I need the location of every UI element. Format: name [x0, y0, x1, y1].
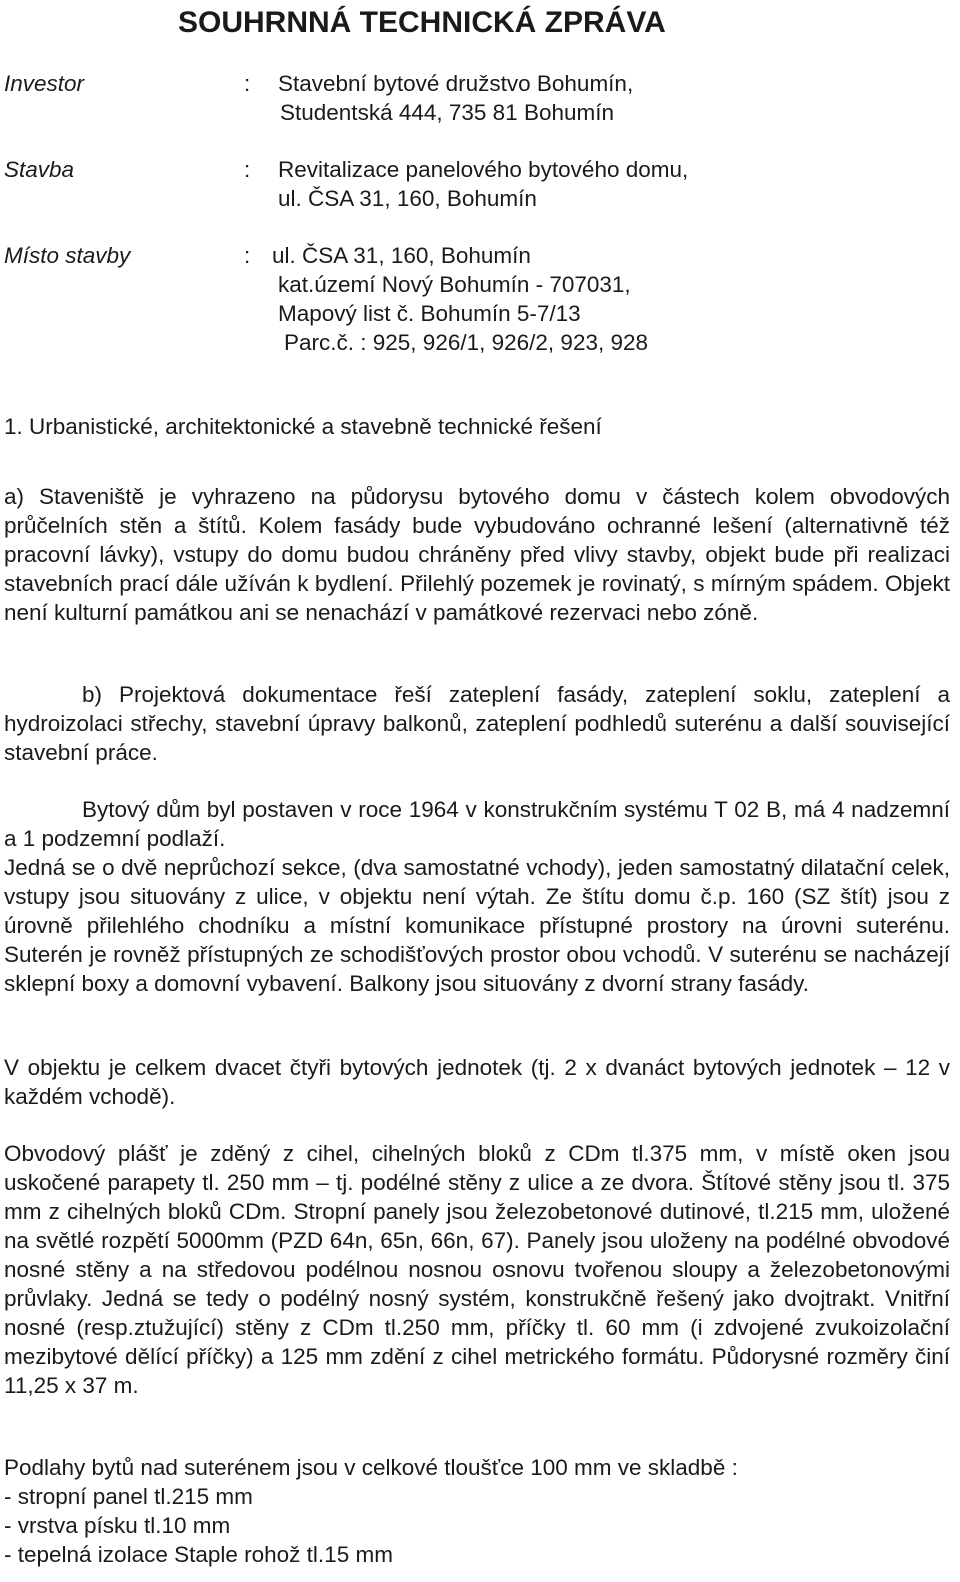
investor-values	[278, 69, 633, 127]
misto-stavby-values	[272, 241, 649, 357]
paragraph-bytovy-dum-2: Jedná se o dvě neprůchozí sekce, (dva samostatné vchody), jeden samostatný dilatační celek, vstupy jsou situovány z ulice, v objektu není výtah. Ze štítu domu č.p. 160 (SZ štít) jsou z úrovně přilehlého chodníku a místní komunikace přístupné prostory na úrovni suterénu. Suterén je rovněž přístupných ze schodišťových prostor obou vchodů. V suterénu se nacházejí sklepní boxy a domovní vybavení. Balkony jsou situovány z dvorní strany fasády.	[4, 855, 950, 996]
stavba-colon: :	[244, 157, 251, 182]
stavba-values	[278, 155, 688, 213]
document-title: SOUHRNNÁ TECHNICKÁ ZPRÁVA	[178, 6, 666, 39]
list-item: - vrstva písku tl.10 mm	[4, 1513, 231, 1538]
investor-colon: :	[244, 71, 251, 96]
list-item: - tepelná izolace Staple rohož tl.15 mm	[4, 1542, 393, 1567]
paragraph-a: a) Staveniště je vyhrazeno na půdorysu bytového domu v částech kolem obvodových průčelních stěn a štítů. Kolem fasády bude vybudováno ochranné lešení (alternativně též pracovní lávky), vstupy do domu budou chráněny před vlivy stavby, objekt bude při realizaci stavebních prací dále užíván k bydlení. Přilehlý pozemek je rovinatý, s mírným spádem. Objekt není kulturní památkou ani se nenachází v památkové rezervaci nebo zóně.	[4, 484, 950, 625]
investor-line-2: Studentská 444, 735 81 Bohumín	[280, 100, 614, 125]
paragraph-obvodovy-plast: Obvodový plášť je zděný z cihel, cihelných bloků z CDm tl.375 mm, v místě oken jsou uskočené parapety tl. 250 mm – tj. podélné stěny z ulice a ze dvora. Štítové stěny jsou tl. 375 mm z cihelných bloků CDm. Stropní panely jsou železobetonové dutinové, tl.215 mm, uložené na světlé rozpětí 5000mm (PZD 64n, 65n, 66n, 67). Panely jsou uloženy na podélné obvodové nosné stěny a na středovou podélnou nosnou osnovu tvořenou sloupy a železobetonovými průvlaky. Jedná se tedy o podélný nosný systém, konstrukčně řešený jako dvojtrakt. Vnitřní nosné (resp.ztužující) stěny z CDm tl.250 mm, příčky tl. 60 mm (i zdvojené zvukoizolační mezibytové dělící příčky) a 125 mm zdění z cihel metrického formátu. Půdorysné rozměry činí 11,25 x 37 m.	[4, 1141, 950, 1398]
misto-stavby-line-1: ul. ČSA 31, 160, Bohumín	[272, 243, 531, 268]
stavba-label: Stavba	[4, 157, 75, 182]
paragraph-bytovy-dum-1: Bytový dům byl postaven v roce 1964 v konstrukčním systému T 02 B, má 4 nadzemní a 1 podzemní podlaží.	[4, 797, 950, 851]
misto-stavby-colon: :	[244, 243, 251, 268]
paragraph-jednotky: V objektu je celkem dvacet čtyři bytových jednotek (tj. 2 x dvanáct bytových jednotek – 12 v každém vchodě).	[4, 1055, 950, 1109]
section-heading-1: 1. Urbanistické, architektonické a stavebně technické řešení	[4, 414, 602, 439]
podlahy-list	[4, 1482, 950, 1569]
misto-stavby-line-3: Mapový list č. Bohumín 5-7/13	[278, 301, 581, 326]
misto-stavby-line-2: kat.území Nový Bohumín - 707031,	[278, 272, 631, 297]
stavba-line-2: ul. ČSA 31, 160, Bohumín	[278, 186, 537, 211]
investor-line-1: Stavební bytové družstvo Bohumín,	[278, 71, 634, 96]
investor-label: Investor	[4, 71, 85, 96]
misto-stavby-label: Místo stavby	[4, 243, 131, 268]
paragraph-b: b) Projektová dokumentace řeší zateplení fasády, zateplení soklu, zateplení a hydroizolaci střechy, stavební úpravy balkonů, zateplení podhledů suterénu a další související stavební práce.	[4, 682, 950, 765]
list-item: - stropní panel tl.215 mm	[4, 1484, 253, 1509]
misto-stavby-line-4: Parc.č. : 925, 926/1, 926/2, 923, 928	[284, 330, 649, 355]
paragraph-podlahy-intro: Podlahy bytů nad suterénem jsou v celkové tloušťce 100 mm ve skladbě :	[4, 1455, 738, 1480]
stavba-line-1: Revitalizace panelového bytového domu,	[278, 157, 689, 182]
